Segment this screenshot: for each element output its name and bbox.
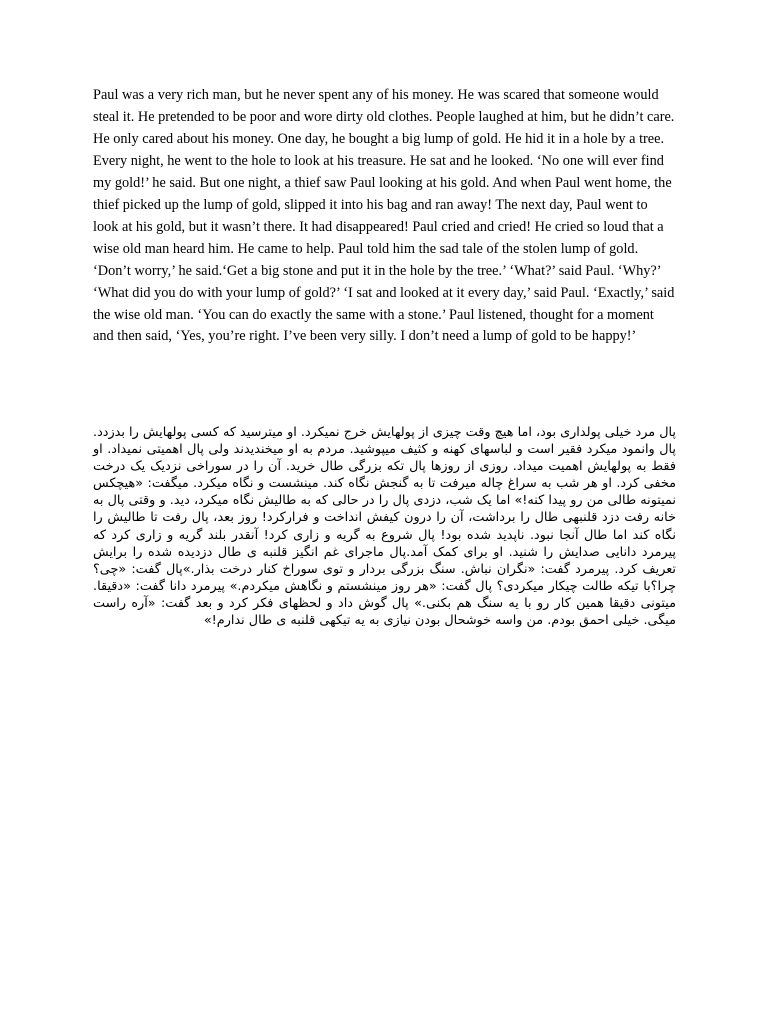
- english-story-paragraph: Paul was a very rich man, but he never spent any of his money. He was scared that someone would steal it. He pretended to be poor and wore dirty old clothes. People laughed at him, but he didn’t care. He only cared about his money. One day, he bought a big lump of gold. He hid it in a hole by a tree. Every night, he went to the hole to look at his treasure. He sat and he looked. ‘No one will ever find my gold!’ he said. But one night, a thief saw Paul looking at his gold. And when Paul went home, the thief picked up the lump of gold, slipped it into his bag and ran away! The next day, Paul went to look at his gold, but it wasn’t there. It had disappeared! Paul cried and cried! He cried so loud that a wise old man heard him. He came to help. Paul told him the sad tale of the stolen lump of gold. ‘Don’t worry,’ he said.‘Get a big stone and put it in the hole by the tree.’ ‘What?’ said Paul. ‘Why?’ ‘What did you do with your lump of gold?’ ‘I sat and looked at it every day,’ said Paul. ‘Exactly,’ said the wise old man. ‘You can do exactly the same with a stone.’ Paul listened, thought for a moment and then said, ‘Yes, you’re right. I’ve been very silly. I don’t need a lump of gold to be happy!’: [93, 87, 675, 345]
- persian-story-paragraph: پال مرد خیلی پولداری بود، اما هیچ وقت چیزی از پولهایش خرج نمیکرد. او میترسید که کسی پولهایش را بدزدد. پال وانمود میکرد فقیر است و لباسهای کهنه و کثیف میپوشید. مردم به او میخندیدند ولی پال اهمیتی نمیداد. او فقط به پولهایش اهمیت میداد. روزی از روزها پال تکه بزرگی طال خرید. آن را در سوراخی نزدیک یک درخت مخفی کرد. او هر شب به سراغ چاله میرفت تا به گنجش نگاه کند. مینشست و نگاه میکرد. میگفت: «هیچکس نمیتونه طالی من رو پیدا کنه!» اما یک شب، دزدی پال را در حالی که به طالیش نگاه میکرد، دید. و وقتی پال به خانه رفت دزد قلنبهی طال را برداشت، آن را درون کیفش انداخت و فرارکرد! روز بعد، پال رفت تا طالیش را نگاه کند اما طال آنجا نبود. ناپدید شده بود! پال شروع به گریه و زاری کرد! آنقدر بلند گریه و زاری کرد که پیرمرد دانایی صدایش را شنید. او برای کمک آمد.پال ماجرای غم انگیز قلنبه ی طال دزدیده شده را برایش تعریف کرد. پیرمرد گفت: «نگران نباش. سنگ بزرگی بردار و توی سوراخ کنار درخت بذار.»پال گفت: «چی؟ چرا؟با تیکه طالت چیکار میکردی؟ پال گفت: «هر روز مینشستم و نگاهش میکردم.» پیرمرد دانا گفت: «دقیقا. میتونی دقیقا همین کار رو با یه سنگ هم بکنی.» پال گوش داد و لحظهای فکر کرد و بعد گفت: «آره راست میگی. خیلی احمق بودم. من واسه خوشحال بودن نیازی به یه تیکهی قلنبه ی طال ندارم!»: [93, 425, 676, 629]
